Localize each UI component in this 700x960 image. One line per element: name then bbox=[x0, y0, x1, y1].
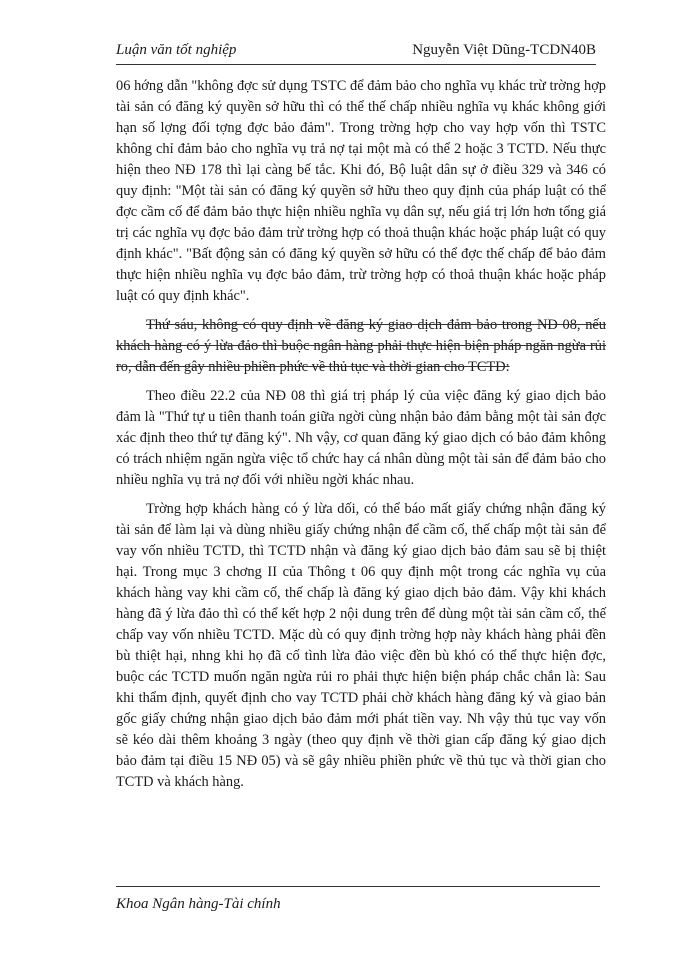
document-body bbox=[116, 76, 606, 801]
header-divider bbox=[116, 64, 596, 65]
footer-divider bbox=[116, 886, 600, 887]
paragraph-2-heading: Thứ sáu, không có quy định về đăng ký giao dịch đảm bảo trong NĐ 08, nếu khách hàng có ý lừa đảo thì buộc ngân hàng phải thực hiện biện pháp ngăn ngừa rủi ro, dẫn đến gây nhiều phiền phức về thủ tục và thời gian cho TCTD: bbox=[116, 317, 606, 375]
header-author: Nguyễn Việt Dũng-TCDN40B bbox=[412, 42, 596, 58]
header-thesis-label: Luận văn tốt nghiệp bbox=[116, 42, 237, 58]
paragraph-4: Trờng hợp khách hàng có ý lừa dối, có thể báo mất giấy chứng nhận đăng ký tài sản để làm lại và dùng nhiều giấy chứng nhận để cầm cố, thế chấp một tài sản để vay vốn nhiều TCTD, thì TCTD nhận và đăng ký giao dịch bảo đảm sau sẽ bị thiệt hại. Trong mục 3 chơng II của Thông t 06 quy định một trong các nghĩa vụ của khách hàng vay khi cầm cố, thế chấp là đăng ký giao dịch bảo đảm. Vậy khi khách hàng đã ý lừa đảo thì có thể kết hợp 2 nội dung trên để dùng một tài sản cầm cố, thế chấp vay vốn nhiều TCTD. Mặc dù có quy định trờng hợp này khách hàng phải đền bù thiệt hại, nhng khi họ đã cố tình lừa đảo việc đền bù khó có thể thực hiện đợc, buộc các TCTD muốn ngăn ngừa rủi ro phải thực hiện biện pháp chắc chắn là: Sau khi thẩm định, quyết định cho vay TCTD phải chờ khách hàng đăng ký và giao bản gốc giấy chứng nhận giao dịch bảo đảm mới phát tiền vay. Nh vậy thủ tục vay vốn sẽ kéo dài thêm khoảng 3 ngày (theo quy định về thời gian cấp đăng ký giao dịch bảo đảm tại điều 15 NĐ 05) và sẽ gây nhiều phiền phức về thủ tục và thời gian cho TCTD và khách hàng. bbox=[116, 501, 606, 790]
page-footer: Khoa Ngân hàng-Tài chính bbox=[116, 896, 281, 912]
paragraph-1: 06 hớng dẫn "không đợc sử dụng TSTC để đảm bảo cho nghĩa vụ khác trừ trờng hợp tài sản có đăng ký quyền sở hữu thì có thể thế chấp nhiều nghĩa vụ khác không giới hạn số lợng đối tợng đợc bảo đảm". Trong trờng hợp cho vay hợp vốn thì TSTC không chỉ đảm bảo cho nghĩa vụ trả nợ tại một mà có thể 2 hoặc 3 TCTD. Nếu thực hiện theo NĐ 178 thì lại càng bế tắc. Khi đó, Bộ luật dân sự ở điều 329 và 346 có quy định: "Một tài sản có đăng ký quyền sở hữu theo quy định của pháp luật có thể đợc cầm cố để đảm bảo thực hiện nhiều nghĩa vụ dân sự, nếu giá trị lớn hơn tổng giá trị các nghĩa vụ đợc bảo đảm trừ trờng hợp có thoả thuận khác hoặc pháp luật có quy định khác". "Bất động sản có đăng ký quyền sở hữu có thể đợc thế chấp để bảo đảm thực hiện nhiều nghĩa vụ đợc bảo đảm, trừ trờng hợp có thoả thuận khác hoặc pháp luật có quy định khác". bbox=[116, 78, 606, 304]
paragraph-3: Theo điều 22.2 của NĐ 08 thì giá trị pháp lý của việc đăng ký giao dịch bảo đảm là "Thứ tự u tiên thanh toán giữa ngời cùng nhận bảo đảm bằng một tài sản đợc xác định theo thứ tự đăng ký". Nh vậy, cơ quan đăng ký giao dịch có bảo đảm không có trách nhiệm ngăn ngừa việc tổ chức hay cá nhân dùng một tài sản để đảm bảo cho nhiều nghĩa vụ trả nợ đối với nhiều ngời khác nhau. bbox=[116, 388, 606, 488]
